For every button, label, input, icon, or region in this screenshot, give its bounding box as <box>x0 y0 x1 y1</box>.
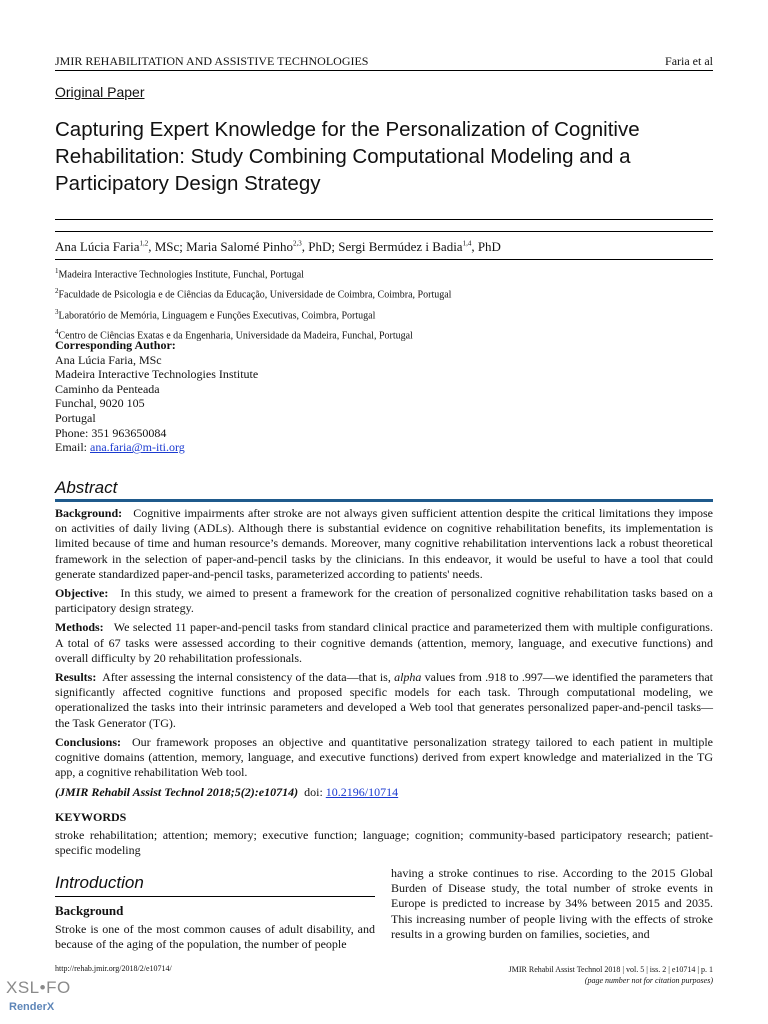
affiliation-item <box>55 304 451 324</box>
section-label: Background: <box>55 506 123 520</box>
corresponding-line: Ana Lúcia Faria, MSc <box>55 352 162 367</box>
intro-left-column: Stroke is one of the most common causes of adult disability, and because of the aging of the population, the number of people <box>55 922 375 952</box>
keywords-text: stroke rehabilitation; attention; memory; executive function; language; cognition; community-based participatory research; patient-specific modeling <box>55 828 713 857</box>
author-name: Maria Salomé Pinho <box>186 239 294 254</box>
section-text: values from .918 to .997—we identified the parameters that significantly affected cognitive functions and proposed specific models for each task. Through computational modeling, we operationalized the tasks into their intrinsic parameters and developed a Web tool that generates personalized paper-and-pencil tasks—the Task Generator (TG). <box>55 670 714 730</box>
corresponding-label: Corresponding Author: <box>55 338 176 352</box>
corresponding-line: Caminho da Penteada <box>55 381 160 396</box>
abstract-body <box>55 506 713 784</box>
affiliation-number: 1 <box>55 267 59 275</box>
section-label: Objective: <box>55 586 109 601</box>
affiliation-number: 2 <box>55 287 59 296</box>
affiliation-item <box>55 263 451 283</box>
affiliation-text: Laboratório de Memória, Linguagem e Funções Executivas, Coimbra, Portugal <box>58 309 376 321</box>
renderx-watermark: RenderX <box>9 1001 55 1013</box>
email-label: Email: <box>55 440 90 455</box>
author-name: Sergi Bermúdez i Badia <box>338 239 463 254</box>
corresponding-line: Funchal, 9020 105 <box>55 396 145 411</box>
author-affil-sup: 1,4 <box>462 239 472 248</box>
affiliation-text: Faculdade de Psicologia e de Ciências da Educação, Universidade de Coimbra, Coimbra, Portugal <box>58 289 452 301</box>
corresponding-author-block <box>55 338 258 455</box>
alpha-term: alpha <box>394 670 422 685</box>
footer-journal-info <box>509 964 713 986</box>
abstract-objective <box>55 586 713 616</box>
corresponding-line: Madeira Interactive Technologies Institute <box>55 367 259 382</box>
doi-label: doi: <box>304 785 323 799</box>
background-subheading: Background <box>55 903 124 918</box>
author-affil-sup: 1,2 <box>139 239 149 248</box>
affiliation-text: Centro de Ciências Exatas e da Engenharia, Universidade da Madeira, Funchal, Portugal <box>58 330 413 342</box>
keywords-heading: KEYWORDS <box>55 810 127 824</box>
footer-note: (page number not for citation purposes) <box>584 976 713 985</box>
intro-right-column: having a stroke continues to rise. According to the 2015 Global Burden of Disease study, the total number of stroke events in Europe is predicted to increase by 34% between 2015 and 2035. This increasing number of people living with the effects of stroke results in a growing burden on families, societies, and <box>391 866 713 941</box>
title-rule-top <box>55 219 713 220</box>
section-text: After assessing the internal consistency of the data—that is, <box>102 670 395 685</box>
section-text: Cognitive impairments after stroke are not always given sufficient attention despite the critical limitations they impose on activities of daily living (ADLs). Although there is substantial evidence on cognitive rehabilitation benefits, its implementation is limited because of time and human resource’s demands. Moreover, many cognitive rehabilitation interventions lack a robust theoretical framework in the selection of paper-and-pencil tasks by the clinicians. In this endeavor, it would be useful to have a tool that could generate standardized paper-and-pencil tasks, parameterized according to patients' needs. <box>55 506 713 581</box>
abstract-conclusions <box>55 735 713 781</box>
footer-citation: JMIR Rehabil Assist Technol 2018 | vol. 5 | iss. 2 | e10714 | p. 1 <box>508 965 713 974</box>
citation-line <box>55 785 398 800</box>
corresponding-line: Portugal <box>55 410 96 425</box>
section-label: Results: <box>55 670 97 685</box>
introduction-heading: Introduction <box>55 873 144 892</box>
section-label: Conclusions: <box>55 734 122 749</box>
journal-header: JMIR REHABILITATION AND ASSISTIVE TECHNOLOGIES <box>55 54 369 68</box>
footer-url: http://rehab.jmir.org/2018/2/e10714/ <box>55 964 172 973</box>
affiliation-item <box>55 283 451 303</box>
title-rule-bottom <box>55 231 713 232</box>
author-degree: , MSc; <box>148 239 187 254</box>
author-affil-sup: 2,3 <box>293 239 302 248</box>
author-degree: , PhD <box>471 239 501 254</box>
paper-type-label: Original Paper <box>55 84 145 100</box>
abstract-rule <box>55 499 713 502</box>
section-label: Methods: <box>55 620 104 635</box>
xslfo-watermark: XSL•FO <box>6 978 71 997</box>
affiliation-list <box>55 263 451 344</box>
abstract-methods <box>55 620 713 666</box>
email-link[interactable]: ana.faria@m-iti.org <box>90 440 185 455</box>
doi-link[interactable]: 10.2196/10714 <box>325 785 399 799</box>
affiliation-text: Madeira Interactive Technologies Institute, Funchal, Portugal <box>58 269 304 281</box>
authors-rule <box>55 259 713 260</box>
header-rule <box>55 70 713 71</box>
abstract-heading: Abstract <box>55 478 118 497</box>
affiliation-number: 4 <box>55 327 59 336</box>
section-text: Our framework proposes an objective and quantitative personalization strategy tailored to each patient in multiple cognitive domains (attention, memory, language, and executive functions) derived from expert knowledge and materialized in the TG app, a cognitive rehabilitation Web tool. <box>55 734 713 780</box>
paper-title: Capturing Expert Knowledge for the Personalization of Cognitive Rehabilitation: Study Combining Computational Modeling and a Participatory Design Strategy <box>55 118 640 195</box>
abstract-results <box>55 670 713 731</box>
author-degree: , PhD; <box>301 239 339 254</box>
corresponding-line: Phone: 351 963650084 <box>55 425 167 440</box>
section-text: We selected 11 paper-and-pencil tasks from standard clinical practice and parameterized them with multiple configurations. A total of 67 tasks were assessed according to their cognitive demands (attention, memory, language, and executive functions) and overall difficulty by 20 rehabilitation professionals. <box>55 620 713 665</box>
author-name: Ana Lúcia Faria <box>55 239 140 254</box>
abstract-background <box>55 506 713 582</box>
citation-ref: (JMIR Rehabil Assist Technol 2018;5(2):e10714) <box>55 785 299 799</box>
section-text: In this study, we aimed to present a framework for the creation of personalized cognitive rehabilitation tasks based on a participatory design strategy. <box>55 586 713 616</box>
affiliation-number: 3 <box>55 307 59 316</box>
author-short-header: Faria et al <box>665 54 713 68</box>
introduction-rule <box>55 896 375 897</box>
author-list <box>55 239 501 255</box>
